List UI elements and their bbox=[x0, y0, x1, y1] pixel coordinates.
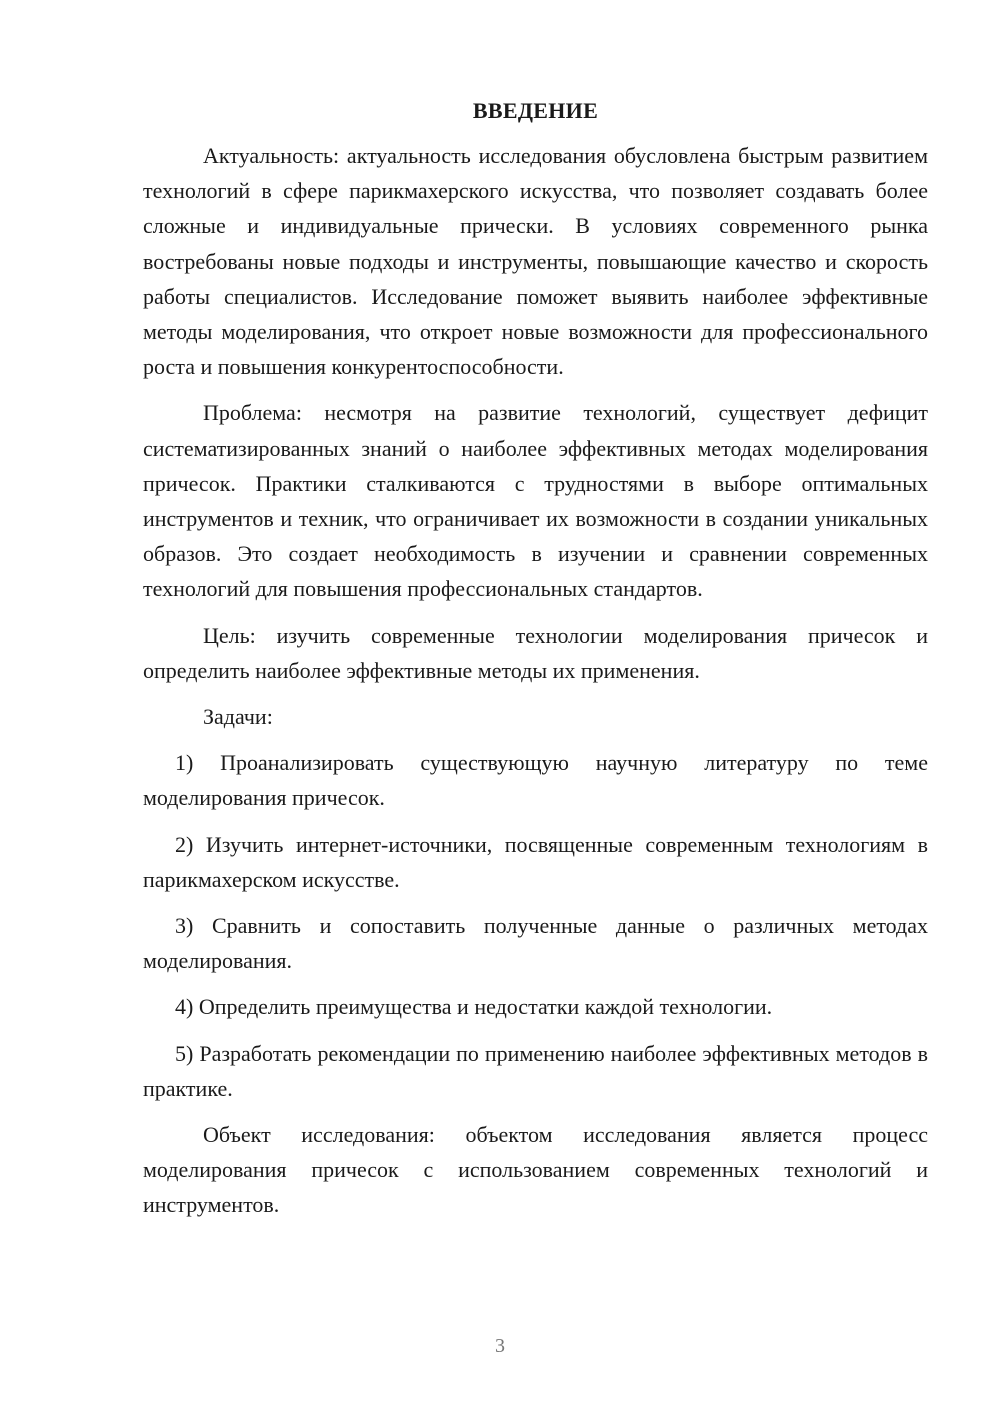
paragraph-object: Объект исследования: объектом исследования является процесс моделирования причесок с использованием современных технологий и инструментов. bbox=[143, 1122, 928, 1218]
paragraph-problem: Проблема: несмотря на развитие технологий, существует дефицит систематизированных знаний о наиболее эффективных методах моделирования причесок. Практики сталкиваются с трудностями в выборе оптимальных инструментов и техник, что ограничивает их возможности в создании уникальных образов. Это создает необходимость в изучении и сравнении современных технологий для повышения профессиональных стандартов. bbox=[143, 400, 928, 602]
paragraph-relevance: Актуальность: актуальность исследования обусловлена быстрым развитием технологий в сфере парикмахерского искусства, что позволяет создавать более сложные и индивидуальные прически. В условиях современного рынка востребованы новые подходы и инструменты, повышающие качество и скорость работы специалистов. Исследование поможет выявить наиболее эффективные методы моделирования, что откроет новые возможности для профессионального роста и повышения конкурентоспособности. bbox=[143, 143, 928, 380]
task-item-3: 3) Сравнить и сопоставить полученные данные о различных методах моделирования. bbox=[143, 913, 928, 974]
paragraph-goal: Цель: изучить современные технологии моделирования причесок и определить наиболее эффективные методы их применения. bbox=[143, 622, 928, 683]
paragraph-tasks-heading: Задачи: bbox=[203, 704, 273, 730]
task-item-5: 5) Разработать рекомендации по применению наиболее эффективных методов в практике. bbox=[143, 1040, 928, 1101]
page-title: ВВЕДЕНИЕ bbox=[472, 98, 599, 123]
task-item-1: 1) Проанализировать существующую научную литературу по теме моделирования причесок. bbox=[143, 750, 928, 811]
task-item-2: 2) Изучить интернет-источники, посвященные современным технологиям в парикмахерском искусстве. bbox=[143, 831, 928, 892]
task-item-4: 4) Определить преимущества и недостатки каждой технологии. bbox=[175, 994, 773, 1020]
page-number: 3 bbox=[495, 1335, 505, 1357]
page-content bbox=[143, 96, 928, 1223]
